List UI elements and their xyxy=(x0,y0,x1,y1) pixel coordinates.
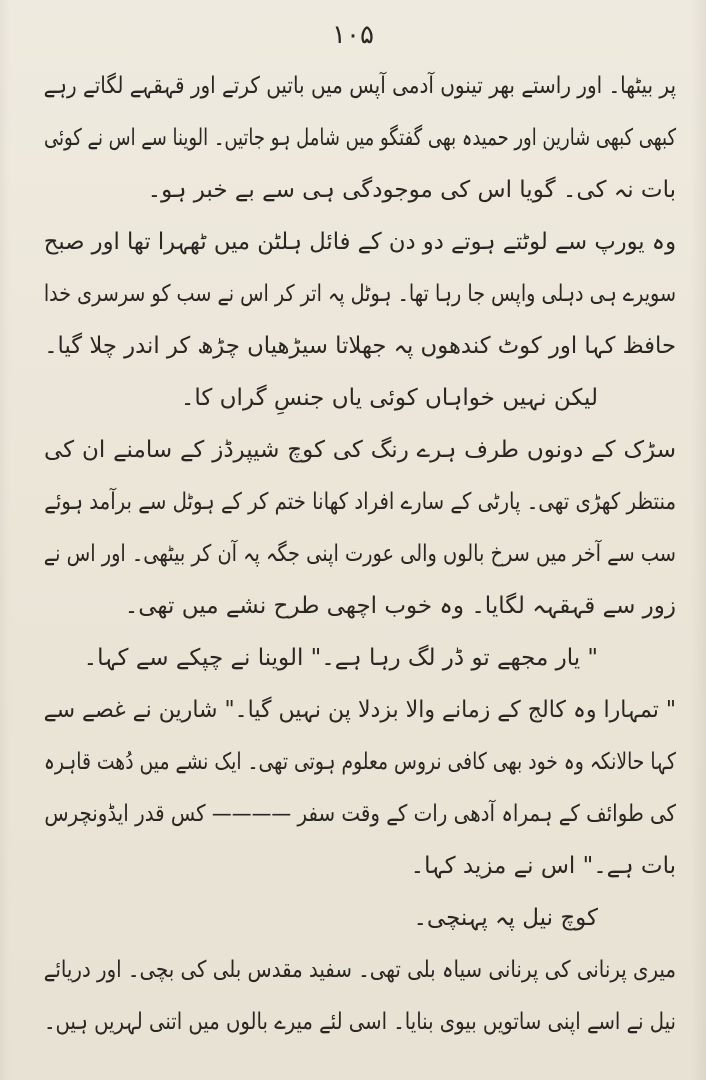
text-line: وہ یورپ سے لوٹتے ہوتے دو دن کے فائل ہلٹن میں ٹھہرا تھا اور صبح xyxy=(43,229,676,255)
page-number: ۱۰۵ xyxy=(332,20,374,50)
page-right-edge-shadow xyxy=(690,0,706,1080)
text-line: میری پرنانی کی پرنانی سیاہ بلی تھی۔ سفید مقدس بلی کی بچی۔ اور دریائے xyxy=(43,957,676,983)
body-text xyxy=(44,64,676,1052)
text-line: سویرے ہی دہلی واپس جا رہا تھا۔ ہوٹل پہ اتر کر اس نے سب کو سرسری خدا xyxy=(43,281,677,307)
text-line: سڑک کے دونوں طرف ہرے رنگ کی کوچ شیپرڈز کے سامنے ان کی xyxy=(44,437,676,463)
text-line: کی طوائف کے ہمراہ آدھی رات کے وقت سفر ———— کس قدر ایڈونچرس xyxy=(44,801,676,827)
verse-line: لیکن نہیں خواہاں کوئی یاں جنسِ گراں کا۔ xyxy=(180,385,598,411)
dialogue-line: " تمہارا وہ کالج کے زمانے والا بزدلا پن نہیں گیا۔" شارین نے غصے سے xyxy=(43,697,677,723)
text-line: نیل نے اسے اپنی ساتویں بیوی بنایا۔ اسی لئے میرے بالوں میں اتنی لہریں ہیں۔ xyxy=(44,1009,676,1035)
text-line: سب سے آخر میں سرخ بالوں والی عورت اپنی جگہ پہ آن کر بیٹھی۔ اور اس نے xyxy=(43,541,676,567)
text-line: حافظ کہا اور کوٹ کندھوں پہ جھلاتا سیڑھیاں چڑھ کر اندر چلا گیا۔ xyxy=(44,333,676,359)
dialogue-line: " یار مجھے تو ڈر لگ رہا ہے۔" الوینا نے چپکے سے کہا۔ xyxy=(83,645,598,671)
text-line: پر بیٹھا۔ اور راستے بھر تینوں آدمی آپس میں باتیں کرتے اور قہقہے لگاتے رہے xyxy=(43,73,676,99)
text-line: بات ہے۔" اس نے مزید کہا۔ xyxy=(410,853,676,879)
text-line: کہا حالانکہ وہ خود بھی کافی نروس معلوم ہوتی تھی۔ ایک نشے میں دُھت قاہرہ xyxy=(43,749,676,775)
text-line: کوچ نیل پہ پہنچی۔ xyxy=(413,905,598,931)
text-line: بات نہ کی۔ گویا اس کی موجودگی ہی سے بے خبر ہو۔ xyxy=(147,177,676,203)
page-left-edge-shadow xyxy=(0,0,10,1080)
text-line: منتظر کھڑی تھی۔ پارٹی کے سارے افراد کھانا ختم کر کے ہوٹل سے برآمد ہوئے xyxy=(44,489,676,515)
text-line: زور سے قہقہہ لگایا۔ وہ خوب اچھی طرح نشے میں تھی۔ xyxy=(124,593,676,619)
text-line: کبھی کبھی شارین اور حمیدہ بھی گفتگو میں شامل ہو جاتیں۔ الوینا سے اس نے کوئی xyxy=(43,125,676,151)
